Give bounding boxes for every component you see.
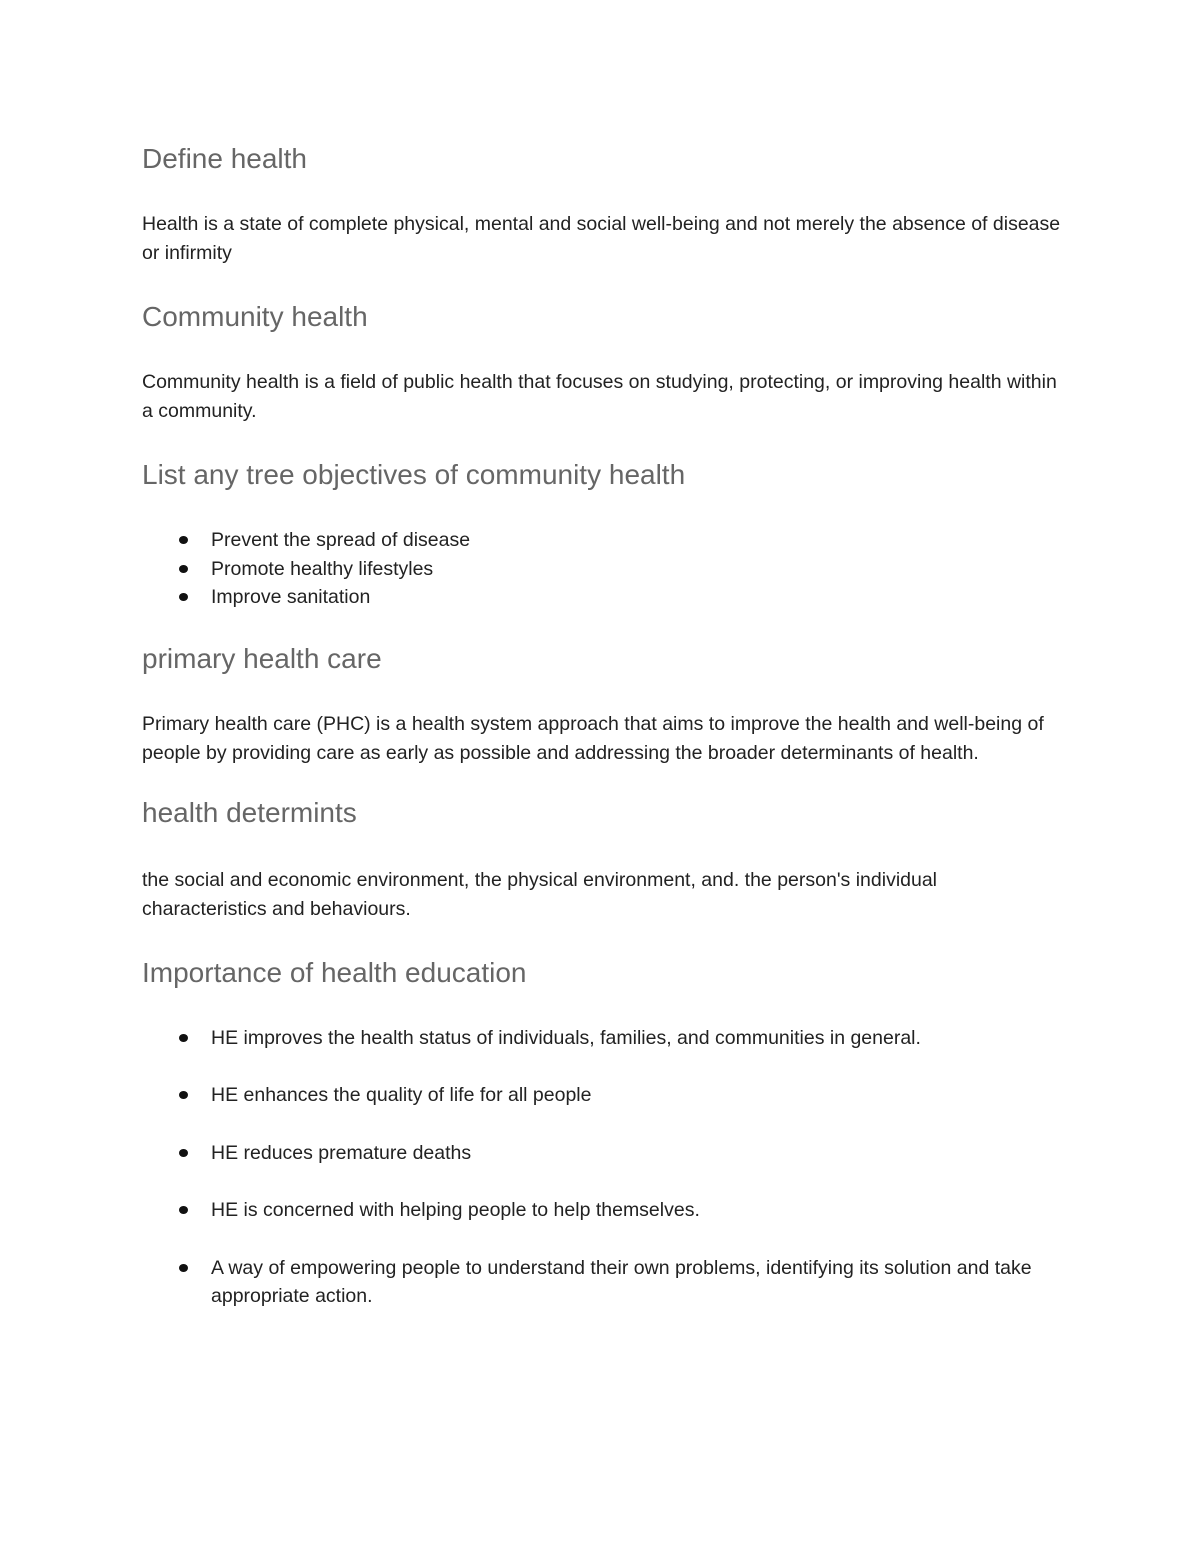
list-item [142, 1196, 1062, 1225]
document-content [142, 140, 1062, 1311]
list-item [142, 526, 1062, 555]
bullet-icon [179, 565, 188, 573]
paragraph-primary-health-care: Primary health care (PHC) is a health system approach that aims to improve the health and well-being of people by providing care as early as possible and addressing the broader determinants of health. [142, 712, 1044, 764]
list-item-text: HE is concerned with helping people to help themselves. [211, 1199, 700, 1221]
list-item [142, 1254, 1062, 1311]
list-item-text: Prevent the spread of disease [211, 529, 471, 551]
list-item [142, 1024, 1062, 1053]
list-item-text: HE enhances the quality of life for all people [211, 1084, 592, 1106]
list-item [142, 555, 1062, 584]
paragraph-community-health: Community health is a field of public health that focuses on studying, protecting, or improving health within a community. [142, 371, 1057, 422]
objectives-list [142, 526, 1062, 612]
bullet-icon [179, 1206, 188, 1214]
health-education-list [142, 1024, 1062, 1311]
bullet-icon [179, 593, 188, 601]
bullet-icon [179, 1034, 188, 1042]
list-item-text: HE improves the health status of individuals, families, and communities in general. [211, 1026, 921, 1049]
list-item-text: Promote healthy lifestyles [211, 557, 434, 580]
list-item-text: A way of empowering people to understand their own problems, identifying its solution and take appropriate action. [211, 1256, 1032, 1307]
list-item [142, 1139, 1062, 1168]
list-item [142, 583, 1062, 612]
heading-health-determinants: health determints [142, 796, 357, 828]
heading-objectives: List any tree objectives of community health [142, 459, 686, 490]
bullet-icon [179, 536, 188, 544]
list-item-text: HE reduces premature deaths [211, 1141, 472, 1164]
list-item [142, 1081, 1062, 1110]
heading-define-health: Define health [142, 143, 308, 174]
heading-community-health: Community health [142, 301, 368, 332]
list-item-text: Improve sanitation [211, 586, 371, 608]
bullet-icon [179, 1264, 188, 1272]
paragraph-health-determinants: the social and economic environment, the physical environment, and. the person's individual characteristics and behaviours. [142, 868, 938, 920]
paragraph-define-health: Health is a state of complete physical, mental and social well-being and not merely the absence of disease or infirmity [142, 213, 1061, 264]
bullet-icon [179, 1091, 188, 1099]
heading-primary-health-care: primary health care [142, 642, 382, 674]
bullet-icon [179, 1149, 188, 1157]
heading-health-education: Importance of health education [142, 956, 527, 988]
